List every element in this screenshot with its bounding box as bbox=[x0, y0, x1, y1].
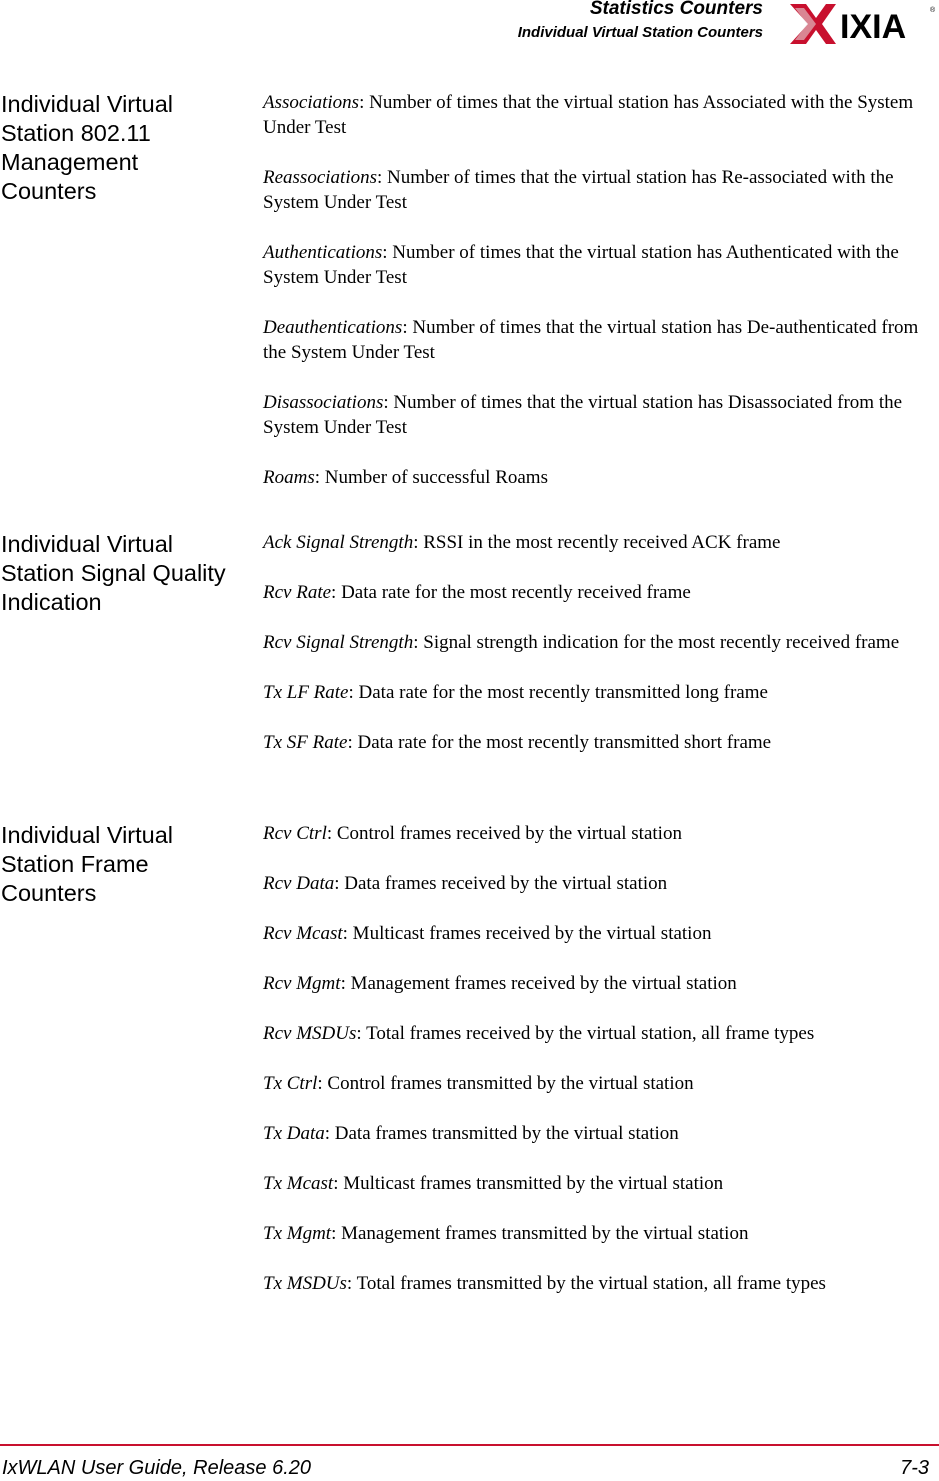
description: : Number of times that the virtual station has Associated with the System Under Test bbox=[263, 92, 914, 138]
term: Ack Signal Strength bbox=[263, 532, 414, 553]
counter-definition bbox=[263, 1221, 937, 1246]
counter-definition bbox=[263, 821, 937, 846]
description: : Data rate for the most recently received frame bbox=[331, 582, 691, 603]
term: Tx Mgmt bbox=[263, 1223, 332, 1244]
term: Tx Ctrl bbox=[263, 1073, 318, 1094]
description: : Number of times that the virtual station has Re-associated with the System Under Test bbox=[263, 167, 894, 213]
description: : Number of successful Roams bbox=[314, 467, 548, 488]
term: Rcv Signal Strength bbox=[263, 632, 414, 653]
counter-definition bbox=[263, 1271, 937, 1296]
term: Rcv Mcast bbox=[263, 923, 343, 944]
section-body bbox=[263, 90, 937, 515]
description: : Data frames received by the virtual station bbox=[334, 873, 668, 894]
term: Disassociations bbox=[263, 392, 384, 413]
counter-definition bbox=[263, 871, 937, 896]
counter-definition bbox=[263, 390, 937, 440]
footer-guide-title: IxWLAN User Guide, Release 6.20 bbox=[2, 1457, 312, 1479]
section-heading: Individual Virtual Station 802.11 Management Counters bbox=[1, 91, 174, 204]
counter-definition bbox=[263, 465, 937, 490]
counter-definition bbox=[263, 971, 937, 996]
term: Deauthentications bbox=[263, 317, 403, 338]
page-header bbox=[0, 0, 939, 60]
description: : Control frames transmitted by the virtual station bbox=[317, 1073, 694, 1094]
description: : RSSI in the most recently received ACK frame bbox=[413, 532, 781, 553]
ixia-x-mark-icon bbox=[790, 4, 836, 44]
section-heading: Individual Virtual Station Signal Quality Indication bbox=[1, 531, 226, 615]
description: : Number of times that the virtual station has De-authenticated from the System Under Test bbox=[263, 317, 919, 363]
term: Associations bbox=[263, 92, 360, 113]
counter-definition bbox=[263, 165, 937, 215]
section-body bbox=[263, 530, 937, 780]
description: : Total frames transmitted by the virtual station, all frame types bbox=[346, 1273, 826, 1294]
term: Rcv Data bbox=[263, 873, 335, 894]
description: : Control frames received by the virtual station bbox=[326, 823, 682, 844]
term: Authentications bbox=[263, 242, 383, 263]
description: : Data rate for the most recently transmitted short frame bbox=[347, 732, 772, 753]
term: Tx Mcast bbox=[263, 1173, 334, 1194]
term: Tx SF Rate bbox=[263, 732, 348, 753]
counter-definition bbox=[263, 921, 937, 946]
counter-definition bbox=[263, 90, 937, 140]
chapter-title: Statistics Counters bbox=[589, 0, 763, 19]
term: Tx MSDUs bbox=[263, 1273, 347, 1294]
description: : Total frames received by the virtual station, all frame types bbox=[356, 1023, 815, 1044]
section-heading: Individual Virtual Station Frame Counters bbox=[1, 822, 174, 906]
term: Roams bbox=[263, 467, 315, 488]
ixia-logo bbox=[786, 0, 938, 48]
description: : Management frames received by the virtual station bbox=[340, 973, 737, 994]
term: Tx Data bbox=[263, 1123, 325, 1144]
page-number: 7-3 bbox=[900, 1457, 929, 1479]
section-body bbox=[263, 821, 937, 1321]
footer-divider bbox=[0, 1444, 939, 1446]
term: Rcv Rate bbox=[263, 582, 332, 603]
description: : Multicast frames transmitted by the virtual station bbox=[333, 1173, 724, 1194]
counter-definition bbox=[263, 680, 937, 705]
counter-definition bbox=[263, 240, 937, 290]
description: : Signal strength indication for the most recently received frame bbox=[413, 632, 900, 653]
counter-definition bbox=[263, 580, 937, 605]
description: : Management frames transmitted by the virtual station bbox=[331, 1223, 749, 1244]
term: Rcv Ctrl bbox=[263, 823, 327, 844]
description: : Data rate for the most recently transmitted long frame bbox=[348, 682, 768, 703]
description: : Number of times that the virtual station has Disassociated from the System Under Test bbox=[263, 392, 903, 438]
counter-definition bbox=[263, 1171, 937, 1196]
counter-definition bbox=[263, 315, 937, 365]
counter-definition bbox=[263, 530, 937, 555]
description: : Number of times that the virtual station has Authenticated with the System Under Test bbox=[263, 242, 899, 288]
counter-definition bbox=[263, 630, 937, 655]
logo-wordmark: IXIA bbox=[840, 8, 907, 46]
counter-definition bbox=[263, 1021, 937, 1046]
counter-definition bbox=[263, 1121, 937, 1146]
counter-definition bbox=[263, 1071, 937, 1096]
counter-definition bbox=[263, 730, 937, 755]
description: : Data frames transmitted by the virtual station bbox=[324, 1123, 679, 1144]
term: Tx LF Rate bbox=[263, 682, 349, 703]
registered-mark: ® bbox=[930, 7, 936, 14]
section-subtitle: Individual Virtual Station Counters bbox=[517, 24, 763, 41]
term: Reassociations bbox=[263, 167, 377, 188]
term: Rcv MSDUs bbox=[263, 1023, 357, 1044]
description: : Multicast frames received by the virtual station bbox=[342, 923, 712, 944]
term: Rcv Mgmt bbox=[263, 973, 341, 994]
